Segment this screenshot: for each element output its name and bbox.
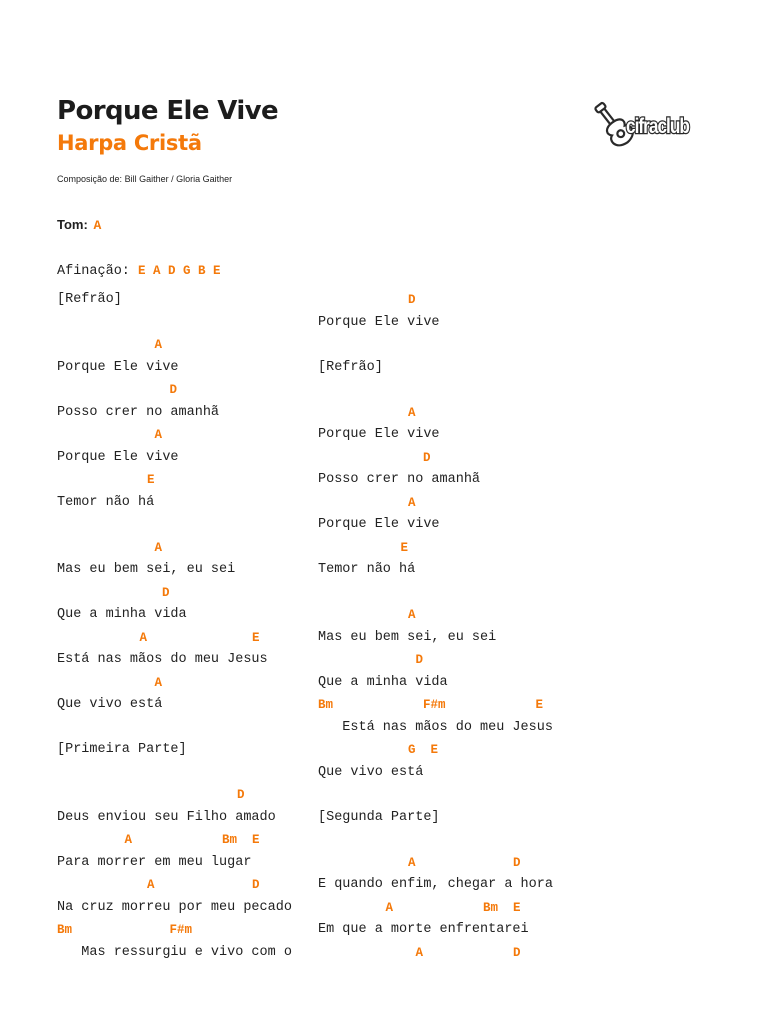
key-label: Tom: [57,217,88,232]
lyric-line: Está nas mãos do meu Jesus [318,719,553,735]
tuning-label: Afinação: [57,264,130,279]
chord-line[interactable]: A [57,338,163,352]
lyric-line: [Segunda Parte] [318,809,440,825]
chord-line[interactable]: A E [57,630,260,645]
composer-names: Bill Gaither / Gloria Gaither [124,174,233,184]
tuning [57,264,221,279]
blank-line [318,784,553,807]
chord-line[interactable]: A [57,540,163,555]
chord-line[interactable]: A D [318,855,521,870]
lyric-line: Que vivo está [318,764,424,780]
chord-line[interactable]: D [318,450,431,465]
song-key [57,217,101,233]
lyric-line: Deus enviou seu Filho amado [57,809,276,825]
chord-line[interactable]: A Bm E [318,900,521,915]
cifraclub-logo[interactable] [592,100,703,150]
chord-line[interactable]: E [57,473,155,487]
chord-line[interactable]: D [57,383,178,397]
composer-credit [57,174,232,184]
lyric-line: Posso crer no amanhã [318,472,481,487]
chord-line[interactable]: D [57,585,170,600]
lyric-line: Porque Ele vive [318,314,440,330]
chord-line[interactable]: A [318,405,416,420]
logo-text: cifraclub [626,115,689,138]
blank-line [57,762,292,785]
chord-line[interactable]: D [57,788,245,802]
lyric-line: Que a minha vida [318,674,448,690]
chord-line[interactable]: A D [57,878,260,892]
chord-line[interactable]: G E [318,743,439,757]
lyric-line: Porque Ele vive [318,517,440,532]
blank-line [318,334,553,357]
blank-line [318,379,553,402]
lyric-line: [Primeira Parte] [57,742,187,757]
lyric-line: Que vivo está [57,697,163,712]
chord-line[interactable]: D [318,653,424,667]
lyric-line: Está nas mãos do meu Jesus [57,652,268,667]
lyric-line: Mas eu bem sei, eu sei [318,629,497,645]
lyric-line: Temor não há [57,494,155,510]
chord-line[interactable]: Bm F#m E [318,698,544,712]
lyric-line: Porque Ele vive [57,449,179,465]
song-title: Porque Ele Vive [57,96,279,126]
blank-line [57,717,292,740]
chord-line[interactable]: A Bm E [57,833,260,847]
chord-sheet-column-1 [57,289,292,964]
lyric-line: Porque Ele vive [318,427,440,442]
chord-line[interactable]: A [57,428,163,442]
lyric-line: Posso crer no amanhã [57,404,220,420]
lyric-line: Para morrer em meu lugar [57,854,252,870]
lyric-line: E quando enfim, chegar a hora [318,877,553,892]
chord-line[interactable]: D [318,293,416,307]
lyric-line: Temor não há [318,562,416,577]
key-value[interactable]: A [93,218,102,233]
lyric-line: Mas eu bem sei, eu sei [57,562,236,577]
blank-line [318,829,553,852]
chord-line[interactable]: A D [318,945,521,960]
chord-line[interactable]: A [318,495,416,510]
lyric-line: Porque Ele vive [57,359,179,375]
artist-name[interactable]: Harpa Cristã [57,131,202,155]
lyric-line: Mas ressurgiu e vivo com o [57,944,292,960]
lyric-line: [Refrão] [318,359,383,375]
lyric-line: Na cruz morreu por meu pecado [57,899,292,915]
composer-label: Composição de: [57,174,123,184]
lyric-line: Que a minha vida [57,607,187,622]
tuning-notes: E A D G B E [138,264,221,278]
lyric-line: [Refrão] [57,292,122,307]
chord-line[interactable]: A [57,675,163,690]
blank-line [318,582,553,605]
blank-line [57,312,292,335]
lyric-line: Em que a morte enfrentarei [318,922,529,937]
blank-line [57,514,292,537]
chord-line[interactable]: A [318,608,416,622]
chord-sheet-column-2 [318,289,553,964]
chord-line[interactable]: E [318,540,409,555]
chord-line[interactable]: Bm F#m [57,923,193,937]
